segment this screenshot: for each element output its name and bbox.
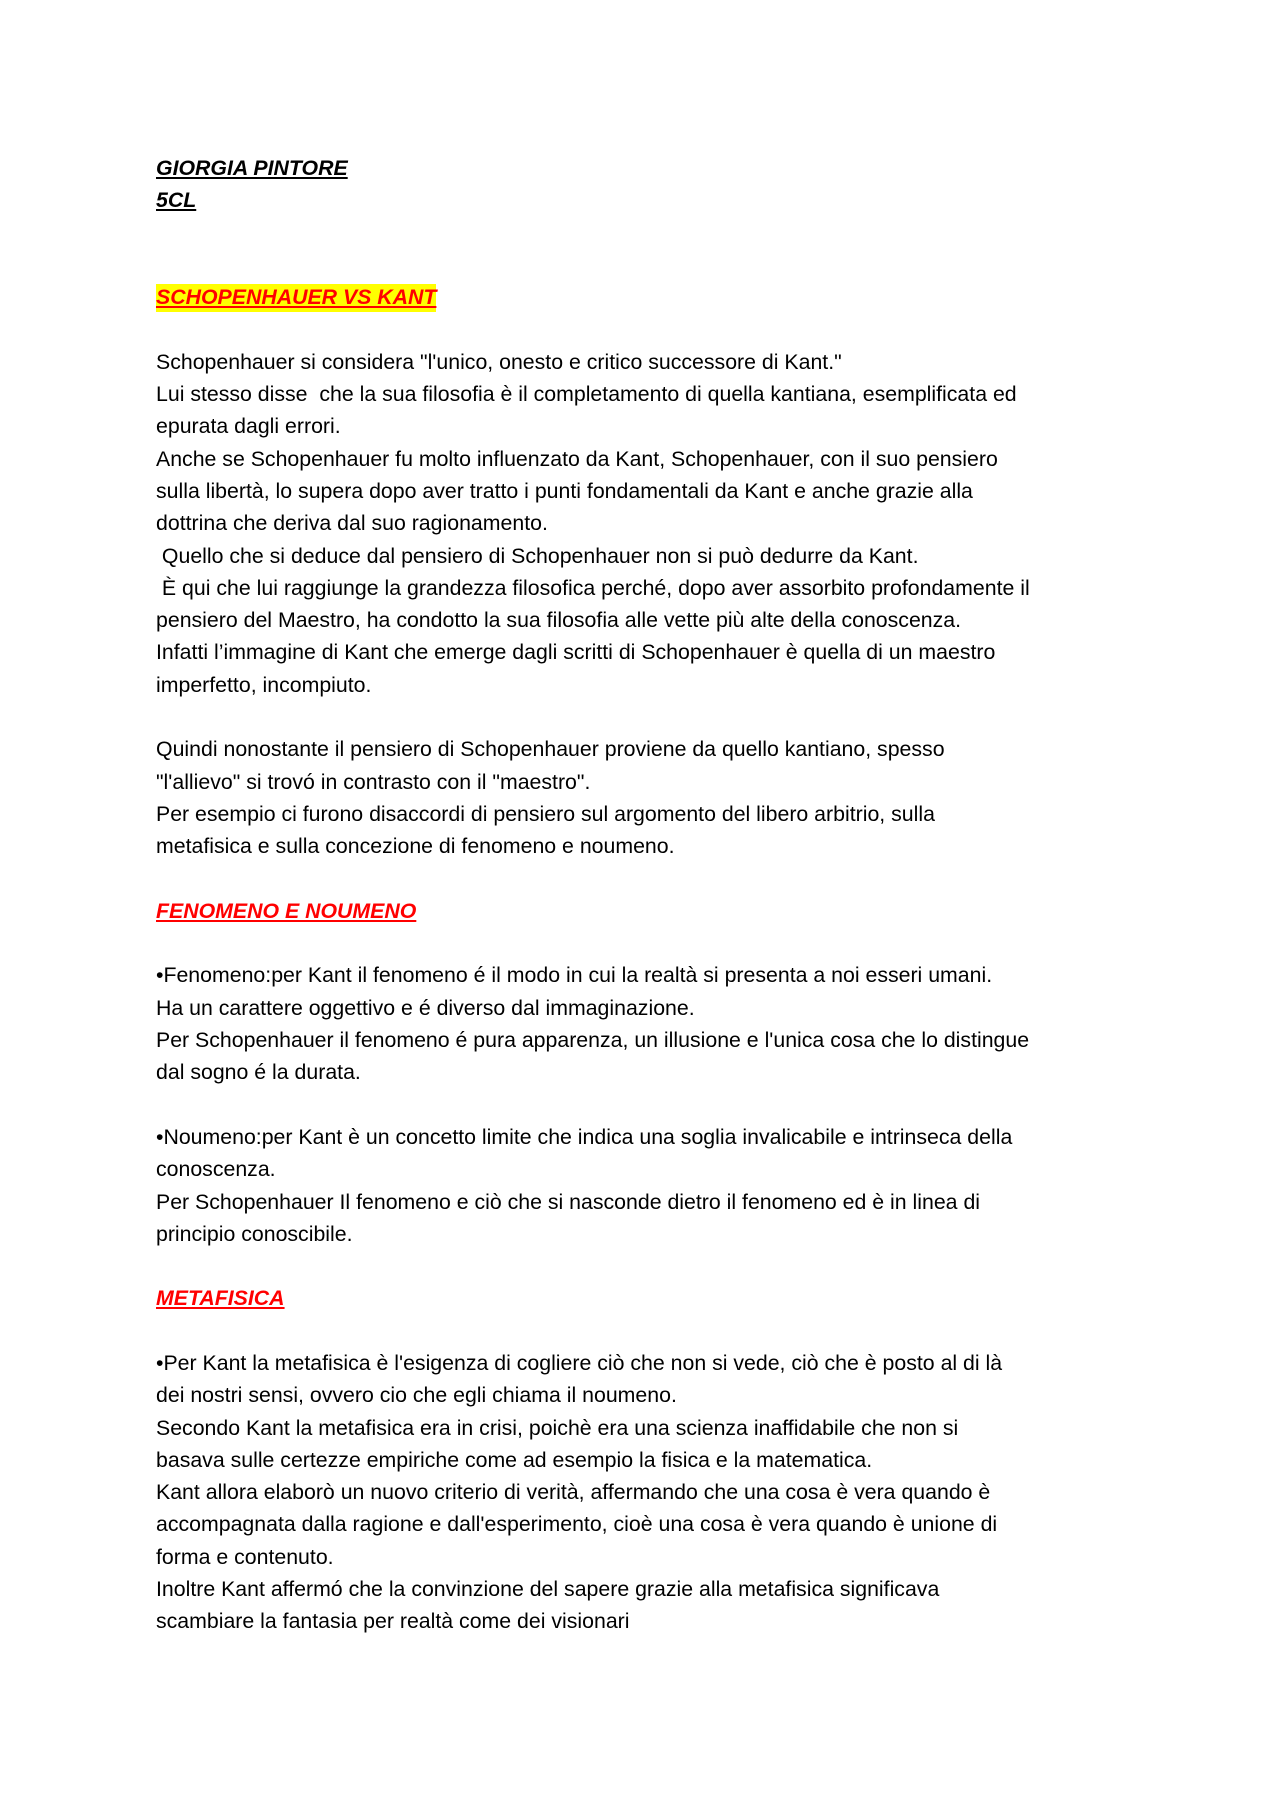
document-body [156, 152, 1146, 1638]
text-line: Per esempio ci furono disaccordi di pensiero sul argomento del libero arbitrio, sulla [156, 801, 935, 826]
spacer [156, 1089, 1146, 1121]
text-line: Infatti l’immagine di Kant che emerge dagli scritti di Schopenhauer è quella di un maestro [156, 640, 996, 665]
text-line: Quindi nonostante il pensiero di Schopenhauer proviene da quello kantiano, spesso [156, 737, 945, 762]
section-title-metafisica: METAFISICA [156, 1286, 285, 1311]
highlighted-title: SCHOPENHAUER VS KANT [156, 284, 436, 312]
spacer [156, 249, 1146, 281]
text-line: metafisica e sulla concezione di fenomeno e noumeno. [156, 834, 675, 859]
text-line: basava sulle certezze empiriche come ad esempio la fisica e la matematica. [156, 1447, 873, 1472]
paragraph-intro [156, 346, 1146, 701]
class-name: 5CL [156, 188, 197, 213]
text-line: "l'allievo" si trovó in contrasto con il "maestro". [156, 769, 591, 794]
text-line: scambiare la fantasia per realtà come dei visionari [156, 1609, 630, 1634]
section-title-schopenhauer-vs-kant [156, 281, 1146, 313]
author-name: GIORGIA PINTORE [156, 156, 348, 180]
paragraph-fenomeno [156, 959, 1146, 1088]
text-line: Lui stesso disse che la sua filosofia è il completamento di quella kantiana, esemplificata ed [156, 382, 1017, 407]
spacer [156, 217, 1146, 249]
text-line: dottrina che deriva dal suo ragionamento. [156, 511, 548, 536]
text-line: È qui che lui raggiunge la grandezza filosofica perché, dopo aver assorbito profondamente il [156, 575, 1030, 600]
text-line: conoscenza. [156, 1157, 276, 1182]
paragraph-contrast [156, 733, 1146, 862]
text-line: •Noumeno:per Kant è un concetto limite che indica una soglia invalicabile e intrinseca della [156, 1124, 1013, 1149]
text-line: Quello che si deduce dal pensiero di Schopenhauer non si può dedurre da Kant. [156, 543, 919, 568]
text-line: Schopenhauer si considera "l'unico, onesto e critico successore di Kant." [156, 349, 842, 374]
paragraph-metafisica [156, 1347, 1146, 1638]
text-line: sulla libertà, lo supera dopo aver tratto i punti fondamentali da Kant e anche grazie alla [156, 478, 973, 503]
text-line: Secondo Kant la metafisica era in crisi, poichè era una scienza inaffidabile che non si [156, 1415, 959, 1440]
spacer [156, 1250, 1146, 1282]
spacer [156, 701, 1146, 733]
text-line: pensiero del Maestro, ha condotto la sua filosofia alle vette più alte della conoscenza. [156, 608, 962, 633]
text-line: Per Schopenhauer Il fenomeno e ciò che si nasconde dietro il fenomeno ed è in linea di [156, 1189, 981, 1214]
text-line: •Per Kant la metafisica è l'esigenza di cogliere ciò che non si vede, ciò che è posto al di là [156, 1350, 1003, 1375]
text-line: •Fenomeno:per Kant il fenomeno é il modo in cui la realtà si presenta a noi esseri umani. [156, 963, 993, 988]
text-line: Kant allora elaborò un nuovo criterio di verità, affermando che una cosa è vera quando è [156, 1480, 991, 1505]
spacer [156, 1315, 1146, 1347]
text-line: epurata dagli errori. [156, 414, 341, 439]
text-line: Per Schopenhauer il fenomeno é pura apparenza, un illusione e l'unica cosa che lo distingue [156, 1028, 1030, 1053]
text-line: Ha un carattere oggettivo e é diverso dal immaginazione. [156, 995, 695, 1020]
spacer [156, 863, 1146, 895]
spacer [156, 927, 1146, 959]
text-line: forma e contenuto. [156, 1544, 334, 1569]
text-line: Inoltre Kant affermó che la convinzione del sapere grazie alla metafisica significava [156, 1577, 940, 1602]
text-line: Anche se Schopenhauer fu molto influenzato da Kant, Schopenhauer, con il suo pensiero [156, 446, 998, 471]
spacer [156, 313, 1146, 345]
text-line: dei nostri sensi, ovvero cio che egli chiama il noumeno. [156, 1383, 677, 1408]
text-line: principio conoscibile. [156, 1221, 353, 1246]
text-line: dal sogno é la durata. [156, 1060, 361, 1085]
paragraph-noumeno [156, 1121, 1146, 1250]
text-line: imperfetto, incompiuto. [156, 672, 372, 697]
text-line: accompagnata dalla ragione e dall'esperimento, cioè una cosa è vera quando è unione di [156, 1512, 998, 1537]
section-title-fenomeno-noumeno: FENOMENO E NOUMENO [156, 898, 417, 923]
